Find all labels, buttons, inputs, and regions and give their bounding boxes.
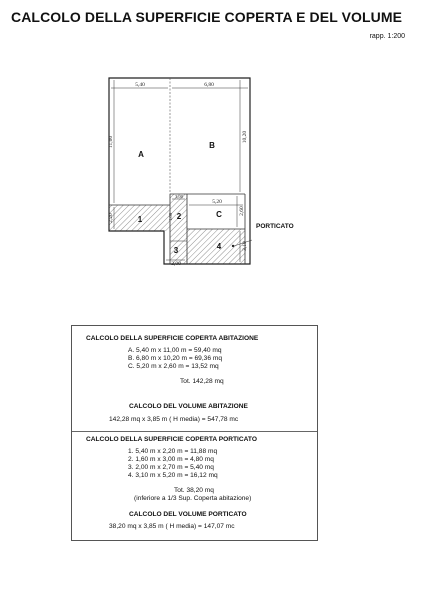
dim-n4-right: 3,10 <box>242 241 248 251</box>
dim-col2-side: 1,60 <box>168 213 173 221</box>
dim-c-width: 5,20 <box>212 199 222 205</box>
dim-left-height: 11,00 <box>108 135 114 149</box>
area-label-1: 1 <box>137 215 143 224</box>
dim-col2-top: 3,00 <box>175 194 183 199</box>
dim-c-height: 2,60 <box>239 206 245 216</box>
dim-top-right: 6,80 <box>204 82 214 88</box>
porticato-row-4: 4. 3,10 m x 5,20 m = 16,12 mq <box>128 472 218 479</box>
porch-area-2 <box>170 194 187 264</box>
dim-n3-bottom: 2,00 <box>171 261 181 267</box>
porticato-volume-row: 38,20 mq x 3,85 m ( H media) = 147,07 mc <box>109 523 235 530</box>
area-label-c: C <box>216 210 222 219</box>
abitazione-row-a: A. 5,40 m x 11,00 m = 59,40 mq <box>128 347 222 354</box>
page-title: CALCOLO DELLA SUPERFICIE COPERTA E DEL VOLUME <box>11 9 403 25</box>
area-label-4: 4 <box>216 242 222 251</box>
abitazione-row-c: C. 5,20 m x 2,60 m = 13,52 mq <box>128 363 219 370</box>
porticato-volume-title: CALCOLO DEL VOLUME PORTICATO <box>129 511 247 518</box>
abitazione-volume-title: CALCOLO DEL VOLUME ABITAZIONE <box>129 403 248 410</box>
section-divider <box>72 431 317 432</box>
abitazione-title: CALCOLO DELLA SUPERFICIE COPERTA ABITAZIONE <box>86 335 259 342</box>
abitazione-volume-row: 142,28 mq x 3,85 m ( H media) = 547,78 mc <box>109 416 239 423</box>
porticato-row-1: 1. 5,40 m x 2,20 m = 11,88 mq <box>128 448 218 455</box>
porticato-label: PORTICATO <box>256 223 294 230</box>
porticato-note: (inferiore a 1/3 Sup. Coperta abitazione) <box>134 495 252 502</box>
calculation-box <box>71 325 318 541</box>
area-label-b: B <box>209 141 215 150</box>
porticato-row-3: 3. 2,00 m x 2,70 m = 5,40 mq <box>128 464 214 471</box>
abitazione-total: Tot. 142,28 mq <box>180 378 224 385</box>
area-label-2: 2 <box>176 212 182 221</box>
area-label-a: A <box>138 150 144 159</box>
scale-label: rapp. 1:200 <box>369 33 405 40</box>
porticato-total: Tot. 38,20 mq <box>174 487 214 494</box>
area-label-3: 3 <box>173 246 179 255</box>
porticato-row-2: 2. 1,60 m x 3,00 m = 4,80 mq <box>128 456 214 463</box>
dim-right-height: 10,20 <box>242 130 248 144</box>
dim-left-porch: 2,20 <box>108 213 114 223</box>
dim-top-left: 5,40 <box>135 82 145 88</box>
porticato-title: CALCOLO DELLA SUPERFICIE COPERTA PORTICATO <box>86 436 257 443</box>
abitazione-row-b: B. 6,80 m x 10,20 m = 69,36 mq <box>128 355 223 362</box>
